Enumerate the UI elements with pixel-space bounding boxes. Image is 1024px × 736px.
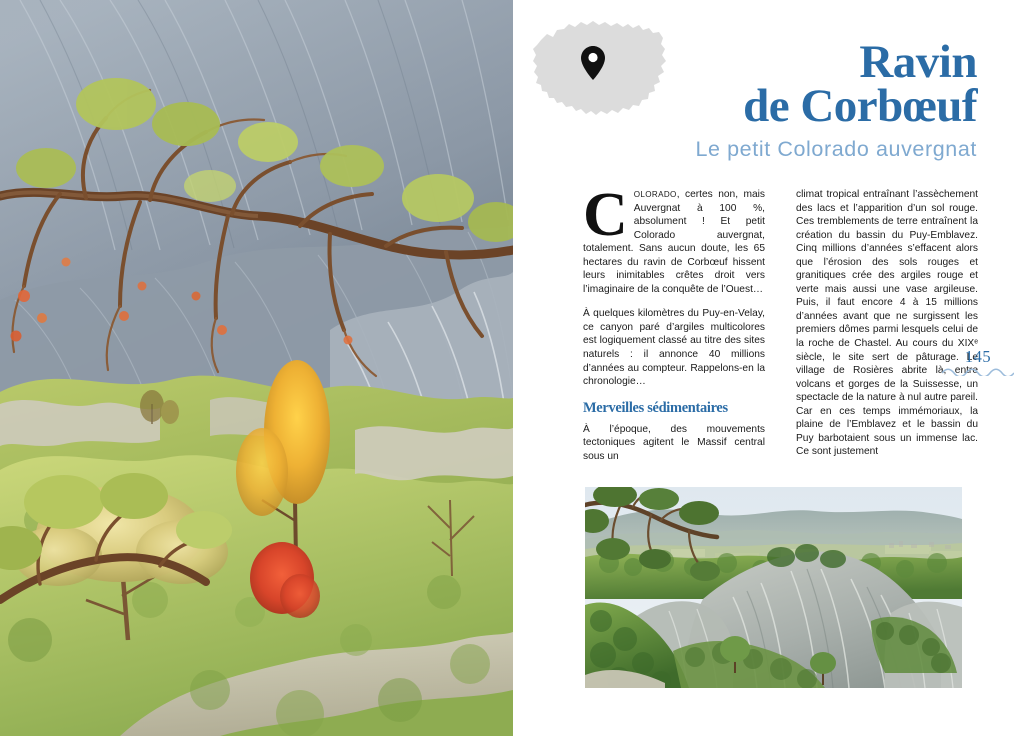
page-subtitle: Le petit Colorado auvergnat [695, 137, 977, 161]
paragraph-3: À l’époque, des mouvements tectoniques agitent le Massif central sous un [583, 423, 765, 462]
dropcap-letter: C [583, 181, 628, 249]
page-title [557, 36, 977, 162]
page-number: 145 [964, 347, 992, 366]
paragraph-2: À quelques kilomètres du Puy-en-Velay, ce canyon paré d’argiles multicolores est logiquement classé au titre des sites naturels : il annonce 40 millions d’années au compteur. Rappelons-en la chronologie… [583, 308, 765, 388]
article-column-left [583, 181, 765, 463]
wave-divider-icon [942, 367, 1014, 376]
section-subheading: Merveilles sédimentaires [583, 399, 728, 416]
article-body [583, 181, 978, 480]
paragraph-continuation: climat tropical entraînant l’assèchement des lacs et l’apparition d’un sol rouge. Ces tremblements de terre entraînent la création du bassin du Puy-Emblavez. Cinq millions d’années s’effacent alors que l’érosion des sols rouges et granitiques crée des argiles rouge et verte mais aussi une vase argileuse. Puis, il faut encore 4 à 15 millions d’années avant que ne surgissent les premiers dômes parmi lesquels celui de la roche de Chastel. Au cours du XIXᵉ siècle, le site sert de pâturage. Le village de Rosières abrite là, entre volcans et gorges de la Suissesse, un spectacle de la nature à nul autre pareil. Car en ces temps immémoriaux, la plaine de l’Emblavez et le bassin du Puy barbotaient sous un immense lac. Ce sont justement [796, 189, 978, 458]
right-page [513, 0, 1024, 736]
lead-text: , certes non, mais Auvergnat à 100 %, absolument ! Et petit Colorado auvergnat, totalement. Sans aucun doute, les 65 hectares du ravin de Corbœuf hissent leurs inimitables crêtes droit vers l’imaginaire de la conquête de l’Ouest… [583, 189, 765, 295]
title-line-2: de Corbœuf [743, 80, 977, 132]
article-column-right [796, 188, 978, 459]
folio [948, 348, 1008, 376]
lead-paragraph [583, 181, 765, 296]
title-line-1: Ravin [859, 36, 977, 88]
inline-photo-ravin-panorama [585, 487, 962, 688]
lead-smallcaps: OLORADO [633, 190, 677, 199]
